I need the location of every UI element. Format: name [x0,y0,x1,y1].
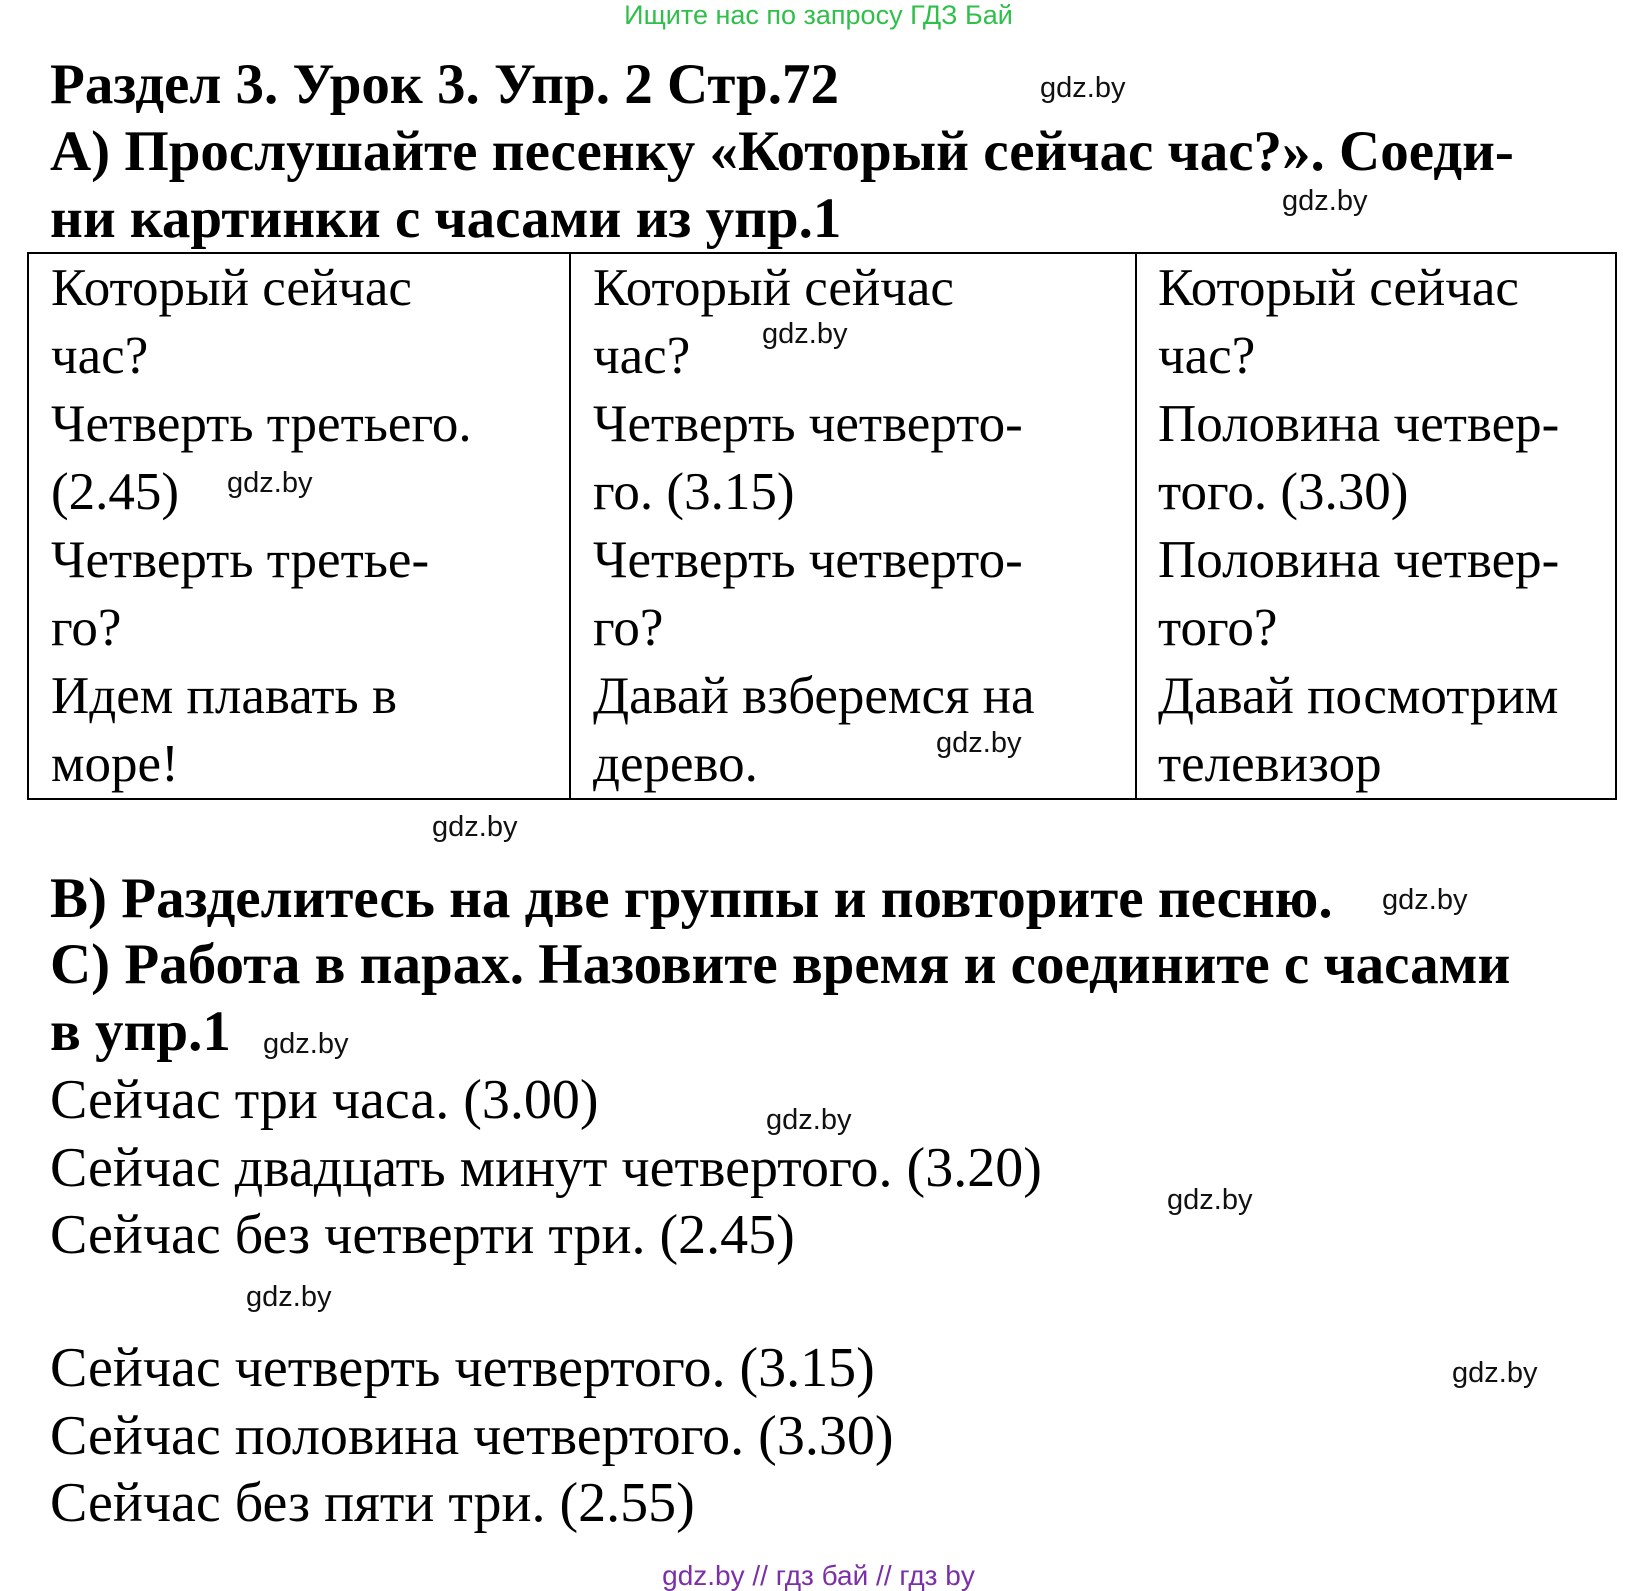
watermark: gdz.by [432,811,518,843]
verse-line: (2.45) [51,463,180,521]
task-c-line-2: в упр.1 [50,1000,231,1063]
watermark: gdz.by [1282,185,1368,217]
verse-line: Четверть четверто- [593,531,1023,589]
watermark: gdz.by [1382,884,1468,916]
verse-line: дерево. [593,735,758,793]
song-verse-3 [1136,253,1616,799]
watermark: gdz.by [1040,72,1126,104]
verse-line: море! [51,735,179,793]
verse-line: телевизор [1158,735,1382,793]
page-title: Раздел 3. Урок 3. Упр. 2 Стр.72 [50,53,840,116]
task-b: В) Разделитесь на две группы и повторите песню. [50,867,1333,930]
task-a-line-2: ни картинки с часами из упр.1 [50,187,842,250]
answer-line: Сейчас двадцать минут четвертого. (3.20) [50,1137,1042,1199]
verse-line: го? [51,599,122,657]
answer-line: Сейчас четверть четвертого. (3.15) [50,1337,875,1399]
watermark: gdz.by [936,727,1022,759]
verse-line: Половина четвер- [1158,531,1560,589]
answer-line: Сейчас без пяти три. (2.55) [50,1472,695,1534]
verse-line: Давай взберемся на [593,667,1035,725]
answer-line: Сейчас без четверти три. (2.45) [50,1204,795,1266]
task-c-line-1: С) Работа в парах. Назовите время и соедините с часами [50,933,1511,996]
verse-line: час? [1158,327,1256,385]
verse-line: Идем плавать в [51,667,397,725]
watermark: gdz.by [227,467,313,499]
verse-line: го. (3.15) [593,463,795,521]
verse-line: Четверть третьего. [51,395,472,453]
watermark: gdz.by [1452,1357,1538,1389]
verse-line: Давай посмотрим [1158,667,1559,725]
verse-line: того. (3.30) [1158,463,1409,521]
verse-line: Который сейчас [51,259,412,317]
watermark: gdz.by [246,1281,332,1313]
footer-links: gdz.by // гдз бай // гдз by [662,1560,975,1591]
watermark: gdz.by [762,318,848,350]
verse-line: Который сейчас [1158,259,1519,317]
verse-line: Половина четвер- [1158,395,1560,453]
watermark: gdz.by [263,1028,349,1060]
verse-line: Четверть четверто- [593,395,1023,453]
task-a-line-1: А) Прослушайте песенку «Который сейчас час?». Соеди- [50,120,1514,183]
verse-line: час? [51,327,149,385]
verse-line: Который сейчас [593,259,954,317]
song-verse-1 [28,253,570,799]
verse-line: час? [593,327,691,385]
watermark: gdz.by [766,1104,852,1136]
answer-line: Сейчас три часа. (3.00) [50,1069,599,1131]
verse-line: го? [593,599,664,657]
verse-line: того? [1158,599,1278,657]
song-verse-2 [570,253,1136,799]
answer-line: Сейчас половина четвертого. (3.30) [50,1405,894,1467]
top-banner: Ищите нас по запросу ГДЗ Бай [624,0,1013,30]
verse-line: Четверть третье- [51,531,430,589]
watermark: gdz.by [1167,1184,1253,1216]
